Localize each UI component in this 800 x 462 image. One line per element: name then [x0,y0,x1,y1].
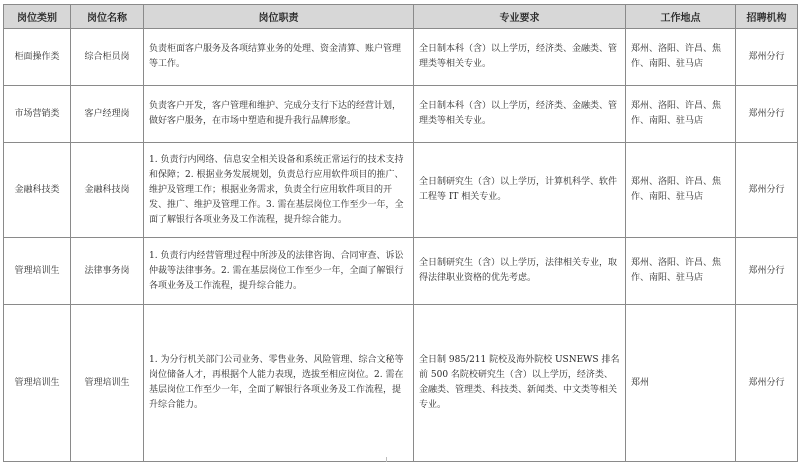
org-cell: 郑州分行 [736,305,798,462]
header-duties: 岗位职责 [144,5,414,29]
header-position: 岗位名称 [71,5,144,29]
location-cell: 郑州、洛阳、许昌、焦作、南阳、驻马店 [626,143,736,238]
header-requirements: 专业要求 [414,5,626,29]
table-row [4,143,798,238]
org-cell: 郑州分行 [736,29,798,86]
requirements-cell: 全日制研究生（含）以上学历，法律相关专业，取得法律职业资格的优先考虑。 [414,238,626,305]
category-cell: 管理培训生 [4,305,71,462]
header-location: 工作地点 [626,5,736,29]
duties-cell: 1. 为分行机关部门公司业务、零售业务、风险管理、综合文秘等岗位储备人才，再根据个人能力表现，选拔至相应岗位。2. 需在基层岗位工作至少一年，全面了解银行各项业务及工作流程，提升综合能力。 [144,305,414,462]
table-row [4,29,798,86]
position-cell: 法律事务岗 [71,238,144,305]
location-cell: 郑州、洛阳、许昌、焦作、南阳、驻马店 [626,29,736,86]
org-cell: 郑州分行 [736,143,798,238]
category-cell: 柜面操作类 [4,29,71,86]
table-row [4,238,798,305]
requirements-cell: 全日制 985/211 院校及海外院校 USNEWS 排名前 500 名院校研究生（含）以上学历，经济类、金融类、管理类、科技类、新闻类、中文类等相关专业。 [414,305,626,462]
requirements-cell: 全日制本科（含）以上学历，经济类、金融类、管理类等相关专业。 [414,86,626,143]
header-org: 招聘机构 [736,5,798,29]
requirements-cell: 全日制本科（含）以上学历，经济类、金融类、管理类等相关专业。 [414,29,626,86]
position-cell: 金融科技岗 [71,143,144,238]
recruitment-table [3,4,798,462]
location-cell: 郑州、洛阳、许昌、焦作、南阳、驻马店 [626,86,736,143]
duties-cell: 1. 负责行内网络、信息安全相关设备和系统正常运行的技术支持和保障；2. 根据业务发展规划，负责总行应用软件项目的推广、维护及管理工作；根据业务需求，负责全行应用软件项目的开发、推广、维护及管理工作。3. 需在基层岗位工作至少一年，全面了解银行各项业务及工作流程，提升综合能力。 [144,143,414,238]
header-row [4,5,798,29]
header-category: 岗位类别 [4,5,71,29]
duties-cell: 1. 负责行内经营管理过程中所涉及的法律咨询、合同审查、诉讼仲裁等法律事务。2. 需在基层岗位工作至少一年，全面了解银行各项业务及工作流程，提升综合能力。 [144,238,414,305]
category-cell: 金融科技类 [4,143,71,238]
category-cell: 管理培训生 [4,238,71,305]
location-cell: 郑州 [626,305,736,462]
duties-cell: 负责客户开发，客户管理和维护、完成分支行下达的经营计划，做好客户服务，在市场中塑造和提升我行品牌形象。 [144,86,414,143]
position-cell: 管理培训生 [71,305,144,462]
table-row [4,305,798,462]
duties-cell: 负责柜面客户服务及各项结算业务的处理、资金清算、账户管理等工作。 [144,29,414,86]
table-row [4,86,798,143]
location-cell: 郑州、洛阳、许昌、焦作、南阳、驻马店 [626,238,736,305]
position-cell: 客户经理岗 [71,86,144,143]
page-mark [386,457,387,462]
requirements-cell: 全日制研究生（含）以上学历，计算机科学、软件工程等 IT 相关专业。 [414,143,626,238]
org-cell: 郑州分行 [736,86,798,143]
org-cell: 郑州分行 [736,238,798,305]
category-cell: 市场营销类 [4,86,71,143]
position-cell: 综合柜员岗 [71,29,144,86]
